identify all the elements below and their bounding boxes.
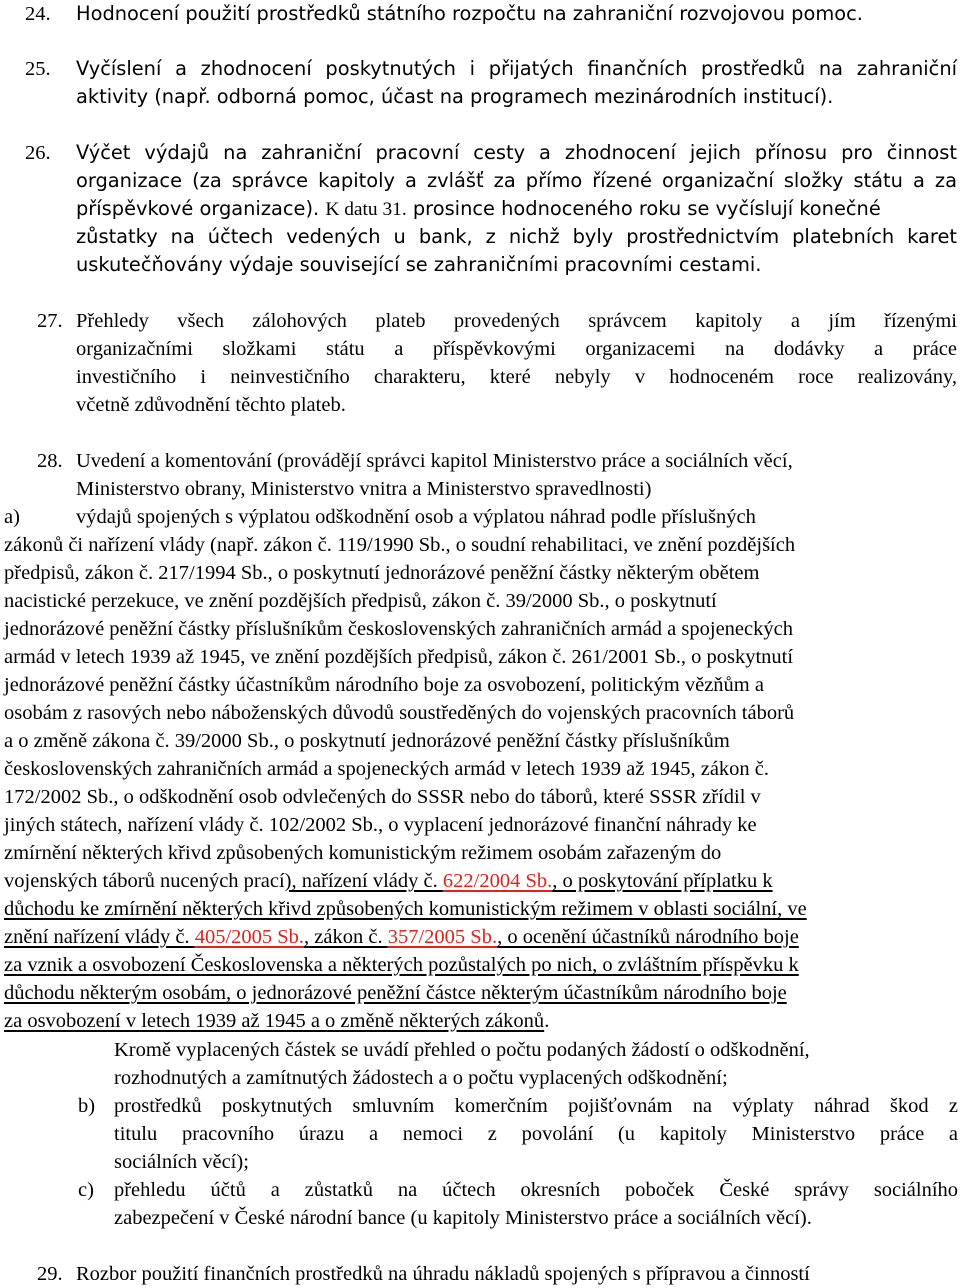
item-28-line: Ministerstvo obrany, Ministerstvo vnitra a Ministerstvo spravedlnosti)	[76, 478, 652, 500]
item-28-line: Uvedení a komentování (provádějí správci kapitol Ministerstvo práce a sociálních věcí,	[76, 450, 793, 472]
item-28-a-line: československých zahraničních armád a spojeneckých armád v letech 1939 až 1945, zákon č.	[4, 758, 770, 780]
a-line16-underlined-end: , o ocenění účastníků národního boje	[497, 926, 799, 948]
item-28-b-line: prostředků poskytnutých smluvním komerčním pojišťovnám na výplaty náhrad škod z	[114, 1095, 958, 1117]
item-26-line: uskutečňovány výdaje související se zahraničními pracovními cestami.	[76, 253, 762, 276]
item-28-a-line-17: za vznik a osvobození Československa a některých pozůstalých po nich, o zvláštním příspěvku k	[4, 954, 799, 976]
item-28-a-line: osobám z rasových nebo náboženských důvodů soustředěných do vojenských pracovních táborů	[4, 702, 795, 724]
item-27-line: včetně zdůvodnění těchto plateb.	[76, 394, 346, 416]
item-28-a-line: výdajů spojených s výplatou odškodnění osob a výplatou náhrad podle příslušných	[76, 506, 756, 528]
item-28-a-line: nacistické perzekuce, ve znění pozdějších předpisů, zákon č. 39/2000 Sb., o poskytnutí	[4, 590, 717, 612]
item-28-a-line: armád v letech 1939 až 1945, ve znění pozdějších předpisů, zákon č. 261/2001 Sb., o poskytnutí	[4, 646, 794, 668]
item-28-a-line: zmírnění některých křivd způsobených komunistickým režimem osobám zařazeným do	[4, 842, 722, 864]
item-28-a-marker: a)	[4, 506, 20, 528]
item-27-number: 27.	[37, 310, 63, 332]
item-28-a-line: předpisů, zákon č. 217/1994 Sb., o poskytnutí jednorázové peněžní částky některým obětem	[4, 562, 760, 584]
item-26-line: zůstatky na účtech vedených u bank, z nichž byly prostřednictvím platebních karet	[76, 225, 957, 248]
item-26-line	[76, 195, 881, 224]
item-26-line: organizace (za správce kapitoly a zvlášť za přímo řízené organizační složky státu a za	[76, 169, 957, 192]
item-29-line: Rozbor použití finančních prostředků na úhradu nákladů spojených s přípravou a činností	[76, 1263, 810, 1285]
item-25-number: 25.	[25, 58, 51, 80]
item-28-a-line-19	[4, 1007, 549, 1035]
a-line16-underlined-mid: , zákon č.	[304, 926, 388, 948]
item-28-a-line: zákonů či nařízení vlády (např. zákon č. 119/1990 Sb., o soudní rehabilitaci, ve znění pozdějších	[4, 534, 796, 556]
a-line14-plain: vojenských táborů nucených prací	[4, 870, 285, 892]
item-28-a-line-18: důchodu některým osobám, o jednorázové peněžní částce některým účastníkům národního boje	[4, 982, 787, 1004]
item-28-b-line: sociálních věcí);	[114, 1151, 249, 1173]
item-28-b-marker: b)	[78, 1095, 96, 1117]
item-24-number: 24.	[25, 3, 51, 25]
item-25-line: aktivity (např. odborná pomoc, účast na programech mezinárodních institucí).	[76, 85, 834, 108]
item-26-line3-date: K datu 31.	[325, 199, 407, 220]
item-28-a-line-14	[4, 867, 773, 895]
a-line16-underlined: znění nařízení vlády č.	[4, 926, 195, 948]
item-28-a-line: jednorázové peněžní částky příslušníkům československých zahraničních armád a spojeneckých	[4, 618, 793, 640]
item-28-a-line: jednorázové peněžní částky účastníkům národního boje za osvobození, politickým vězňům a	[4, 674, 764, 696]
a-line14-underlined-end: , o poskytování příplatku k	[552, 870, 773, 892]
item-28-a-line-15: důchodu ke zmírnění některých křivd způsobených komunistickým režimem v oblasti sociální, ve	[4, 898, 807, 920]
law-link-405-2005[interactable]: 405/2005 Sb.	[194, 926, 305, 948]
law-link-622-2004[interactable]: 622/2004 Sb.	[442, 870, 553, 892]
item-25-line: Vyčíslení a zhodnocení poskytnutých i přijatých finančních prostředků na zahraniční	[76, 57, 957, 80]
item-27-line: Přehledy všech zálohových plateb provedených správcem kapitoly a jím řízenými	[76, 310, 957, 332]
item-27-line: investičního i neinvestičního charakteru, které nebyly v hodnoceném roce realizovány,	[76, 366, 957, 388]
item-28-a-line: 172/2002 Sb., o odškodnění osob odvlečených do SSSR nebo do táborů, které SSSR zřídil v	[4, 786, 761, 808]
a-line14-underlined: ), nařízení vlády č.	[284, 870, 443, 892]
item-28-a-line-16	[4, 923, 799, 951]
item-28-c-line: zabezpečení v České národní bance (u kapitoly Ministerstvo práce a sociálních věcí).	[114, 1207, 812, 1229]
item-28-c-marker: c)	[78, 1179, 94, 1201]
item-26-line3-end: prosince hodnoceného roku se vyčíslují konečné	[406, 197, 881, 220]
item-28-b-line: titulu pracovního úrazu a nemoci z povolání (u kapitoly Ministerstvo práce a	[114, 1123, 958, 1145]
item-26-line: Výčet výdajů na zahraniční pracovní cesty a zhodnocení jejich přínosu pro činnost	[76, 141, 957, 164]
item-28-a-line: a o změně zákona č. 39/2000 Sb., o poskytnutí jednorázové peněžní částky příslušníkům	[4, 730, 730, 752]
item-28-c-line: přehledu účtů a zůstatků na účtech okresních poboček České správy sociálního	[114, 1179, 958, 1201]
item-28-a-line: jiných státech, nařízení vlády č. 102/2002 Sb., o vyplacení jednorázové finanční náhrady ke	[4, 814, 757, 836]
item-24-text: Hodnocení použití prostředků státního rozpočtu na zahraniční rozvojovou pomoc.	[76, 2, 863, 25]
item-26-number: 26.	[25, 142, 51, 164]
law-link-357-2005[interactable]: 357/2005 Sb.	[387, 926, 498, 948]
a-line19-underlined: za osvobození v letech 1939 až 1945 a o změně některých zákonů	[4, 1010, 545, 1032]
item-28-number: 28.	[37, 450, 63, 472]
item-26-line3-start: příspěvkové organizace).	[76, 197, 326, 220]
item-28-a-summary-line: rozhodnutých a zamítnutých žádostech a o počtu vyplacených odškodnění;	[114, 1067, 728, 1089]
item-29-number: 29.	[37, 1263, 63, 1285]
item-28-a-summary-line: Kromě vyplacených částek se uvádí přehled o počtu podaných žádostí o odškodnění,	[114, 1039, 810, 1061]
a-line19-tail: .	[544, 1010, 550, 1032]
item-27-line: organizačními složkami státu a příspěvkovými organizacemi na dodávky a práce	[76, 338, 957, 360]
